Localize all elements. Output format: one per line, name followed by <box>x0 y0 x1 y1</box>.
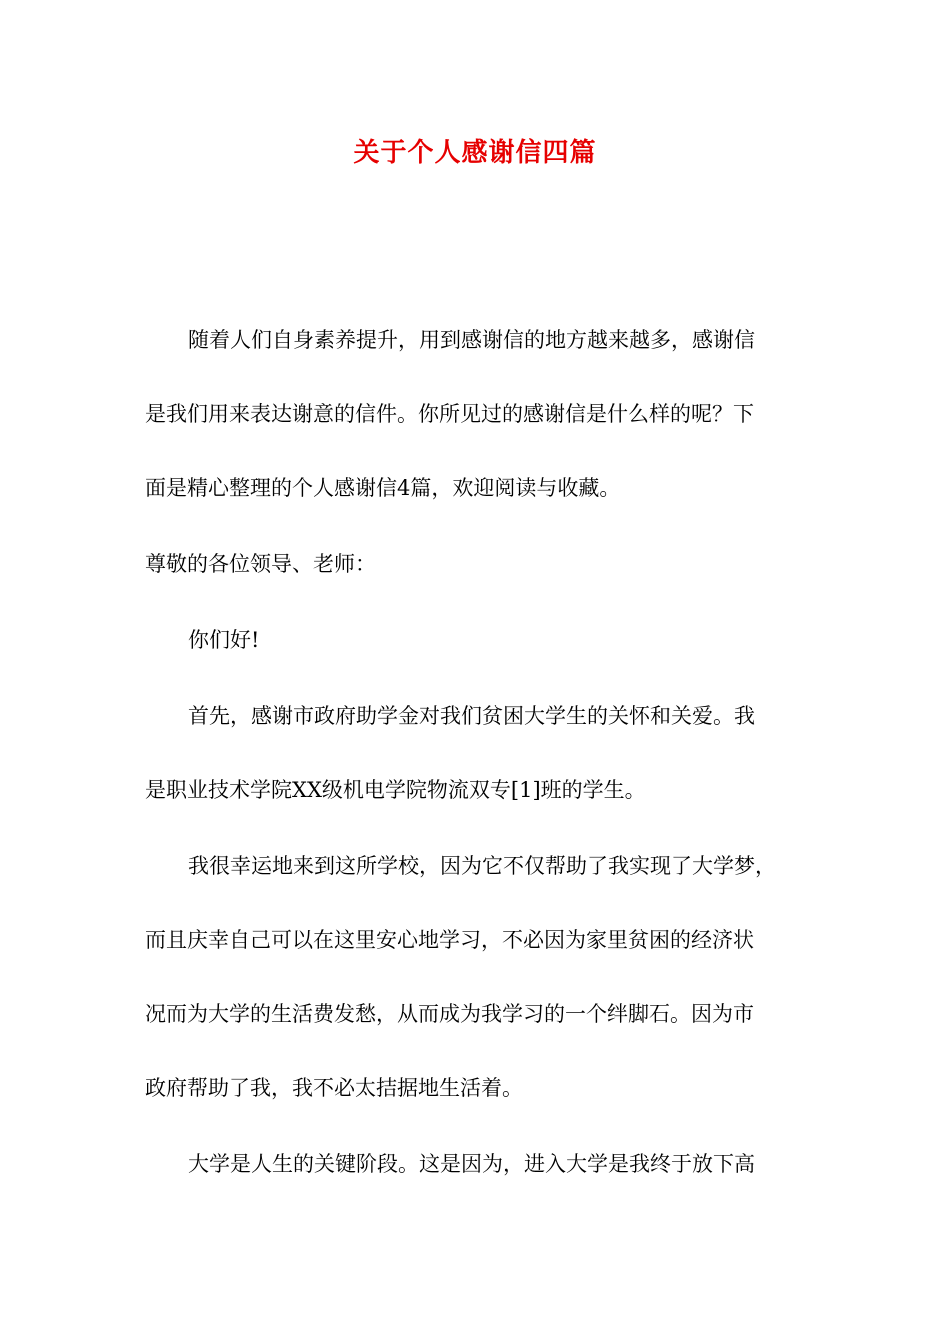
paragraph-line: 我很幸运地来到这所学校，因为它不仅帮助了我实现了大学梦， <box>188 854 776 878</box>
greeting-line: 你们好! <box>188 628 260 652</box>
paragraph-line: 是我们用来表达谢意的信件。你所见过的感谢信是什么样的呢？下 <box>145 402 754 426</box>
paragraph-line: 随着人们自身素养提升，用到感谢信的地方越来越多，感谢信 <box>188 328 755 352</box>
paragraph-line: 面是精心整理的个人感谢信4篇，欢迎阅读与收藏。 <box>145 476 621 500</box>
paragraph-line: 政府帮助了我，我不必太拮据地生活着。 <box>145 1076 523 1100</box>
document-title: 关于个人感谢信四篇 <box>353 138 597 168</box>
paragraph-line: 首先，感谢市政府助学金对我们贫困大学生的关怀和关爱。我 <box>188 704 755 728</box>
paragraph-line: 大学是人生的关键阶段。这是因为，进入大学是我终于放下高 <box>188 1152 755 1176</box>
salutation-line: 尊敬的各位领导、老师： <box>145 552 376 576</box>
paragraph-line: 而且庆幸自己可以在这里安心地学习，不必因为家里贫困的经济状 <box>145 928 754 952</box>
paragraph-line: 况而为大学的生活费发愁，从而成为我学习的一个绊脚石。因为市 <box>145 1002 754 1026</box>
paragraph-line: 是职业技术学院XX级机电学院物流双专[1]班的学生。 <box>145 778 646 802</box>
